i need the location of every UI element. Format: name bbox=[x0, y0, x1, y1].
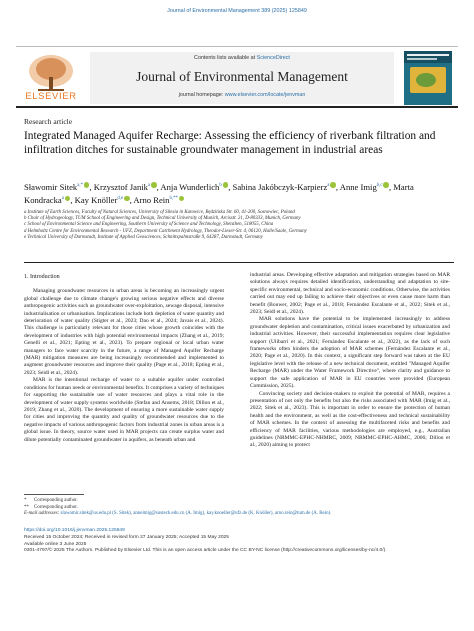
journal-title: Journal of Environmental Management bbox=[136, 69, 348, 84]
homepage-prefix: journal homepage: bbox=[178, 92, 225, 98]
cover-header-band bbox=[404, 51, 452, 63]
publication-info bbox=[24, 528, 454, 555]
affiliation: b Chair of Hydrogeology, TUM School of Engineering and Design, Technical University of Munich, Arcisstr. 21, D-80333, Munich, Germany bbox=[24, 216, 301, 222]
author[interactable]: Anja Wunderlich$^b$ bbox=[160, 182, 228, 192]
homepage-line bbox=[90, 92, 394, 98]
author[interactable]: Arno Rein$^{b,**}$ bbox=[133, 195, 184, 205]
footnote-co-corresponding: ** Corresponding author. bbox=[24, 504, 78, 510]
footnote-divider bbox=[24, 494, 84, 495]
paragraph: MAR solutions have the potential to be implemented increasingly to address groundwater depletion and contamination, critical issues exacerbated by urbanization and industrial activities. However, their successful implementation requires clear legislative support (Ulibarri et al., 2021; Fernández Escalante et al., 2022), as the lack of such frameworks often hinders the adoption of MAR schemes (Fernández Escalante et al., 2020; Page et al., 2020). In this context, a significant step forward was taken at the EU legislative level with the release of a new technical document, entitled "Managed Aquifer Recharge (MAR) under the Water Framework Directive", where clarity and guidance to support the safe application of MAR in EU countries were provided (European Commission, 2025). bbox=[250, 316, 450, 390]
affiliation: e Technical University of Darmstadt, Institute of Applied Geosciences, Schnittspahnstraße 9, 64287, Darmstadt, Germany bbox=[24, 234, 263, 240]
author[interactable]: Sabina Jakóbczyk-Karpierz$^a$ bbox=[233, 182, 336, 192]
orcid-icon[interactable] bbox=[151, 182, 157, 188]
contents-prefix: Contents lists available at bbox=[194, 55, 257, 61]
affiliation: c School of Environmental Science and Engineering, Southern University of Science and Technology, Shenzhen, 518055, China bbox=[24, 222, 274, 228]
journal-cover-thumbnail bbox=[404, 51, 452, 105]
affiliations bbox=[24, 210, 454, 241]
section-heading: 1. Introduction bbox=[24, 274, 60, 280]
affiliation: a Institute of Earth Sciences, Faculty of Natural Sciences, University of Silesia in Katowice, Będzińska Str. 60, 41-200, Sosnowiec, Poland bbox=[24, 210, 295, 215]
author-list: Sławomir Sitek$^{a,*}$ , Krzysztof Janik$^a$ , Anja Wunderlich$^b$ , Sabina Jakóbczyk-Karpierz$^a$ , Anne Imig$^{b,c}$ , Marta Kondracka$^a$ , Kay Knöller$^{d,e}$ , Arno Rein$^{b,**}$ bbox=[24, 181, 414, 206]
paragraph: Managing groundwater resources in urban areas is becoming an increasingly urgent global challenge due to climate change's growing serious negative effects and diverse anthropogenic activities such as groundwater over-exploitation, sewage disposal, intensive industrialisation or urbanisation. Implications include both depletion of water quantity and deterioration of water quality (Stigter et al., 2023; Dao et al., 2024; Javais et al., 2024). This challenge is particularly relevant for those cities whose growth coincides with the development of industries with high potential environmental impacts (Zhang et al., 2019; Genelli et al., 2021; Epting et al., 2023). To prepare regional or local urban water managers to face water scarcity in the future, a range of Managed Aquifer Recharge (MAR) mitigation measures are being increasingly recommended and implemented to augment groundwater resources and improve their quality (Page et al., 2018; Epting et al., 2023; Seidl et al., 2024). bbox=[24, 288, 224, 376]
journal-homepage-link[interactable]: www.elsevier.com/locate/jenvman bbox=[224, 92, 306, 98]
author[interactable]: Sławomir Sitek$^{a,*}$ bbox=[24, 182, 89, 192]
orcid-icon[interactable] bbox=[84, 182, 90, 188]
body-column-right bbox=[250, 272, 450, 450]
paragraph: industrial areas. Developing effective adaptation and mitigation strategies based on MAR solutions always requires detailed identification, understanding and adaptation to site-specific environmental, technical and socio-economic conditions. Otherwise, the activities carried out may end up failing to achieve their objectives or even cause more harm than benefit (Bouwer, 2002; Page et al., 2018; Fernández Escalante et al., 2022; Sitek et al., 2023; Seidl et al., 2024). bbox=[250, 272, 450, 316]
body-column-left bbox=[24, 272, 224, 444]
contents-line bbox=[90, 55, 394, 61]
author[interactable]: Marta Kondracka$^a$ bbox=[24, 181, 414, 206]
publisher-logo-text: ELSEVIER bbox=[25, 91, 77, 102]
orcid-icon[interactable] bbox=[65, 196, 71, 202]
journal-citation: Journal of Environmental Management 389 (2025) 125849 bbox=[167, 8, 307, 14]
orcid-icon[interactable] bbox=[223, 182, 229, 188]
paragraph: MAR is the intentional recharge of water to a suitable aquifer under controlled conditions for human needs or environmental benefits. It comprises a variety of techniques for supporting the sustainable use of water resources and plays a vital role in the development of water supply systems worldwide (Stefan and Ansems, 2018; Dillon et al., 2019; Zhang et al., 2020). The development of ensuring a more sustainable water supply for cities and improving the quantity and quality of groundwater resources due to the negative impacts of various anthropogenic factors from industrial zones in urban areas is a global issue. In theory, source water used in MAR projects can create surplus water and dilute potentially contaminated groundwater in aquifers, as beneath urban and bbox=[24, 377, 224, 443]
paragraph: Convincing society and decision-makers to exploit the potential of MAR, requires a presentation of not only the benefits but also the risks associated with MAR (Imig et al., 2022; Sitek et al., 2023). This is important in order to ensure the protection of human health and the environment, as well as the cost-effectiveness and technical sustainability of MAR schemes. In the context of assessing the multifaceted risks and benefits and efficiency of MAR facilities, various methodologies are employed, e.g., Australian guidelines (NRMMC-EPHC-NHMRC, 2009; NRMMC-EPHC-AHMC, 2006; Dillon et al., 2020) aiming to protect bbox=[250, 390, 450, 449]
author[interactable]: Krzysztof Janik$^a$ bbox=[94, 182, 157, 192]
sciencedirect-link[interactable]: ScienceDirect bbox=[256, 55, 290, 61]
orcid-icon[interactable] bbox=[124, 196, 130, 202]
journal-info-box bbox=[90, 52, 394, 104]
available-online: Available online 3 June 2025 bbox=[24, 541, 87, 547]
article-type: Research article bbox=[24, 117, 73, 126]
footnote-emails: E-mail addresses: slawomir.sitek@us.edu.pl (S. Sitek), anneimig@sustech.edu.cn (A. Imig), kay.knoeller@ufz.de (K. Knöller), arno.rein@tum.de (A. Rein). bbox=[24, 511, 332, 517]
email-links[interactable]: slawomir.sitek@us.edu.pl (S. Sitek), anneimig@sustech.edu.cn (A. Imig), kay.knoeller@ufz.de (K. Knöller), arno.rein@tum.de (A. Rein). bbox=[60, 511, 332, 517]
footnote-corresponding: * Corresponding author. bbox=[24, 498, 78, 503]
journal-masthead bbox=[16, 46, 458, 108]
license-statement: 0301-4797/© 2025 The Authors. Published by Elsevier Ltd. This is an open access article under the CC BY-NC license (http://creativecommons.org/licenses/by-nc/4.0/). bbox=[24, 548, 387, 554]
doi-link[interactable]: https://doi.org/10.1016/j.jenvman.2025.125849 bbox=[24, 528, 125, 533]
footnotes bbox=[24, 498, 454, 518]
publication-dates: Received 15 October 2024; Received in revised form 27 January 2025; Accepted 15 May 2025 bbox=[24, 534, 229, 540]
article-title: Integrated Managed Aquifer Recharge: Assessing the efficiency of riverbank filtration and infiltration ditches for sustainable groundwater management in industrial areas bbox=[24, 130, 436, 156]
orcid-icon[interactable] bbox=[330, 182, 336, 188]
affiliation: d Helmholtz Centre for Environmental Research - UFZ, Department Catchment Hydrology, Theodor-Lieser-Str. 4, 06120, Halle/Saale, Germany bbox=[24, 228, 307, 234]
divider bbox=[24, 262, 454, 263]
author[interactable]: Kay Knöller$^{d,e}$ bbox=[75, 195, 130, 205]
orcid-icon[interactable] bbox=[383, 182, 389, 188]
author[interactable]: Anne Imig$^{b,c}$ bbox=[340, 182, 389, 192]
orcid-icon[interactable] bbox=[179, 196, 185, 202]
